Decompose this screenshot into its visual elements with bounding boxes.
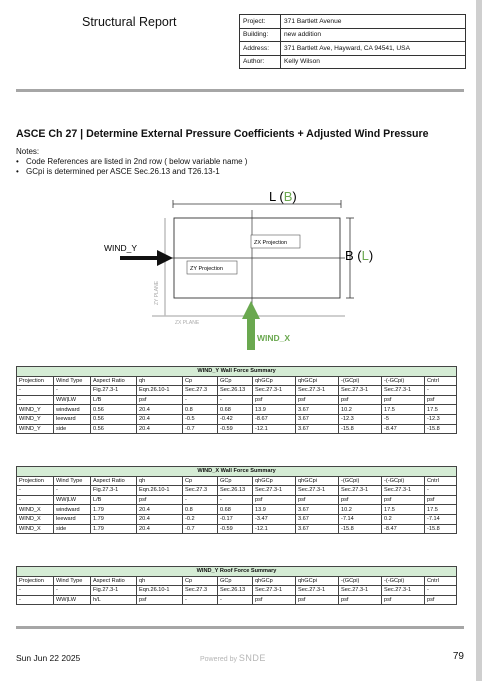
table-cell: -0.17: [218, 514, 253, 524]
table-header-cell: -(GCpi): [339, 576, 382, 586]
table-cell: -: [54, 586, 91, 596]
footer-divider: [16, 626, 464, 629]
table-cell: psf: [253, 495, 296, 505]
table-cell: WW|LW: [54, 495, 91, 505]
table-header-cell: Wind Type: [54, 376, 91, 386]
table-cell: Sec.27.3-1: [253, 386, 296, 396]
table-caption: WIND_Y Roof Force Summary: [17, 567, 457, 577]
building-value: new addition: [281, 28, 466, 42]
wind-x-arrow-head: [242, 301, 260, 319]
table-cell: psf: [137, 395, 183, 405]
table-cell: L/B: [91, 495, 137, 505]
author-row: [240, 55, 466, 69]
table-cell: -12.1: [253, 524, 296, 534]
table-cell: -12.3: [425, 414, 457, 424]
table-cell: -: [183, 395, 218, 405]
table-cell: -: [425, 386, 457, 396]
author-key: Author:: [240, 55, 281, 69]
table-cell: -: [54, 386, 91, 396]
l-dimension-label: L (B): [269, 189, 297, 204]
table-cell: -: [425, 486, 457, 496]
table-header-cell: qhGCpi: [296, 376, 339, 386]
table-header-cell: GCp: [218, 576, 253, 586]
table-caption-row: [17, 567, 457, 577]
table-cell: leeward: [54, 414, 91, 424]
table-cell: psf: [425, 495, 457, 505]
table-cell: -: [183, 495, 218, 505]
table-cell: side: [54, 524, 91, 534]
table-cell: -: [17, 395, 54, 405]
table-cell: 17.5: [382, 405, 425, 415]
table-cell: Sec.27.3-1: [296, 586, 339, 596]
table-header-cell: Aspect Ratio: [91, 576, 137, 586]
table-cell: leeward: [54, 514, 91, 524]
table-cell: psf: [425, 595, 457, 605]
table-cell: Sec.27.3-1: [339, 586, 382, 596]
table-cell: -0.59: [218, 524, 253, 534]
table-cell: 0.2: [382, 514, 425, 524]
table-cell: -0.5: [183, 414, 218, 424]
table-cell: 20.4: [137, 524, 183, 534]
table-cell: -: [218, 495, 253, 505]
table-header-cell: -(GCpi): [339, 376, 382, 386]
table-cell: psf: [296, 395, 339, 405]
table-caption: WIND_Y Wall Force Summary: [17, 367, 457, 377]
table-cell: -0.2: [183, 514, 218, 524]
table-cell: WIND_Y: [17, 424, 54, 434]
table-cell: Sec.27.3-1: [382, 486, 425, 496]
table-header-cell: qh: [137, 376, 183, 386]
powered-by-text: Powered by: [200, 656, 237, 663]
table-cell: -8.67: [253, 414, 296, 424]
table-cell: -: [425, 586, 457, 596]
table-cell: -8.47: [382, 524, 425, 534]
table-cell: -15.8: [339, 424, 382, 434]
table-cell: psf: [382, 395, 425, 405]
report-title: Structural Report: [82, 15, 177, 29]
table-row: [17, 505, 457, 515]
table-cell: -: [17, 586, 54, 596]
table-header-cell: Cp: [183, 476, 218, 486]
table-cell: WW|LW: [54, 595, 91, 605]
building-key: Building:: [240, 28, 281, 42]
table-cell: -12.1: [253, 424, 296, 434]
table-header-cell: -(-GCpi): [382, 376, 425, 386]
table-cell: -: [17, 486, 54, 496]
table-cell: Sec.27.3-1: [339, 386, 382, 396]
table-cell: WIND_X: [17, 505, 54, 515]
wind-y-wall-force-table: [16, 366, 457, 434]
table-row: [17, 486, 457, 496]
table-cell: Fig.27.3-1: [91, 586, 137, 596]
table-cell: h/L: [91, 595, 137, 605]
table-cell: Sec.27.3-1: [339, 486, 382, 496]
table-cell: 17.5: [425, 505, 457, 515]
table-header-cell: Wind Type: [54, 576, 91, 586]
table-header-row: [17, 576, 457, 586]
table-cell: -: [218, 395, 253, 405]
table-cell: -0.59: [218, 424, 253, 434]
notes-list: [16, 157, 247, 177]
table-cell: psf: [382, 595, 425, 605]
table-header-cell: qhGCp: [253, 576, 296, 586]
table-row: [17, 414, 457, 424]
table-cell: 17.5: [425, 405, 457, 415]
table-cell: psf: [253, 395, 296, 405]
wind-x-arrow-shaft: [247, 318, 255, 350]
wind-x-label: WIND_X: [257, 333, 291, 343]
table-row: [17, 405, 457, 415]
table-cell: Eqn.26.10-1: [137, 586, 183, 596]
table-row: [17, 514, 457, 524]
project-key: Project:: [240, 15, 281, 29]
table-cell: WIND_X: [17, 514, 54, 524]
table-header-cell: qhGCp: [253, 476, 296, 486]
page-number: 79: [452, 651, 464, 662]
notes-label: Notes:: [16, 147, 40, 156]
table-cell: -15.8: [425, 424, 457, 434]
table-cell: L/B: [91, 395, 137, 405]
table-cell: -15.8: [339, 524, 382, 534]
table-row: [17, 495, 457, 505]
table-cell: 20.4: [137, 405, 183, 415]
wind-y-label: WIND_Y: [104, 243, 138, 253]
table-cell: -5: [382, 414, 425, 424]
table-cell: -: [54, 486, 91, 496]
table-cell: psf: [253, 595, 296, 605]
wind-y-roof-force-table: [16, 566, 457, 605]
table-header-cell: Projection: [17, 576, 54, 586]
table-cell: 17.5: [382, 505, 425, 515]
table-cell: 13.9: [253, 405, 296, 415]
table-cell: 0.8: [183, 505, 218, 515]
zy-projection-label: ZY Projection: [190, 266, 223, 272]
author-value: Kelly Wilson: [281, 55, 466, 69]
table-cell: Fig.27.3-1: [91, 386, 137, 396]
powered-by: [200, 653, 266, 663]
table-cell: psf: [296, 595, 339, 605]
table-cell: -7.14: [339, 514, 382, 524]
b-dimension-label: B (L): [345, 248, 374, 263]
table-header-row: [17, 476, 457, 486]
table-cell: Eqn.26.10-1: [137, 386, 183, 396]
table-cell: 0.68: [218, 405, 253, 415]
section-title: ASCE Ch 27 | Determine External Pressure Coefficients + Adjusted Wind Pressure: [16, 128, 429, 140]
table-header-cell: qh: [137, 576, 183, 586]
table-row: [17, 395, 457, 405]
wind-direction-diagram: [0, 180, 482, 362]
table-cell: 0.68: [218, 505, 253, 515]
table-row: [17, 386, 457, 396]
table-cell: 10.2: [339, 405, 382, 415]
table-cell: 3.67: [296, 405, 339, 415]
table-caption-row: [17, 367, 457, 377]
viewer-scrollbar[interactable]: [476, 0, 482, 681]
table-cell: -0.42: [218, 414, 253, 424]
table-cell: psf: [339, 395, 382, 405]
table-cell: 0.56: [91, 414, 137, 424]
table-header-cell: Aspect Ratio: [91, 376, 137, 386]
table-cell: Sec.27.3: [183, 386, 218, 396]
table-cell: psf: [137, 495, 183, 505]
table-header-cell: qhGCp: [253, 376, 296, 386]
table-caption: WIND_X Wall Force Summary: [17, 467, 457, 477]
table-cell: Sec.27.3-1: [253, 486, 296, 496]
table-cell: Sec.27.3-1: [296, 386, 339, 396]
table-header-cell: qhGCpi: [296, 576, 339, 586]
table-cell: -0.7: [183, 524, 218, 534]
table-header-cell: Cntrl: [425, 476, 457, 486]
table-cell: psf: [382, 495, 425, 505]
table-cell: 0.56: [91, 405, 137, 415]
footer-date: Sun Jun 22 2025: [16, 653, 81, 663]
table-cell: 3.67: [296, 524, 339, 534]
project-value: 371 Bartlett Avenue: [281, 15, 466, 29]
table-cell: Sec.26.13: [218, 386, 253, 396]
table-cell: -12.3: [339, 414, 382, 424]
table-cell: Sec.26.13: [218, 586, 253, 596]
table-cell: -0.7: [183, 424, 218, 434]
table-cell: -: [183, 595, 218, 605]
table-header-cell: Projection: [17, 476, 54, 486]
table-cell: windward: [54, 505, 91, 515]
table-header-cell: -(-GCpi): [382, 576, 425, 586]
table-header-cell: Projection: [17, 376, 54, 386]
header-divider: [16, 89, 464, 92]
table-cell: Sec.27.3-1: [253, 586, 296, 596]
table-cell: WIND_Y: [17, 414, 54, 424]
table-cell: Sec.27.3: [183, 486, 218, 496]
table-cell: Sec.26.13: [218, 486, 253, 496]
table-header-cell: Cntrl: [425, 576, 457, 586]
wind-x-wall-force-table: [16, 466, 457, 534]
table-header-cell: -(-GCpi): [382, 476, 425, 486]
table-header-row: [17, 376, 457, 386]
zy-plane-label: ZY PLANE: [154, 280, 160, 305]
table-cell: 3.67: [296, 424, 339, 434]
zx-projection-label: ZX Projection: [254, 240, 288, 246]
table-cell: side: [54, 424, 91, 434]
table-row: [17, 424, 457, 434]
address-value: 371 Bartlett Ave, Hayward, CA 94541, USA: [281, 42, 466, 56]
project-row: [240, 15, 466, 29]
table-cell: 3.67: [296, 414, 339, 424]
table-header-cell: GCp: [218, 476, 253, 486]
table-cell: 3.67: [296, 505, 339, 515]
table-cell: -15.8: [425, 524, 457, 534]
table-cell: windward: [54, 405, 91, 415]
note-item: • GCpi is determined per ASCE Sec.26.13 and T26.13-1: [16, 167, 247, 177]
table-cell: Sec.27.3-1: [296, 486, 339, 496]
table-cell: 1.79: [91, 514, 137, 524]
table-cell: WIND_X: [17, 524, 54, 534]
table-header-cell: qhGCpi: [296, 476, 339, 486]
table-row: [17, 586, 457, 596]
table-header-cell: Aspect Ratio: [91, 476, 137, 486]
table-row: [17, 524, 457, 534]
table-header-cell: Cp: [183, 576, 218, 586]
table-cell: Fig.27.3-1: [91, 486, 137, 496]
table-cell: Sec.27.3-1: [382, 386, 425, 396]
table-cell: 20.4: [137, 514, 183, 524]
table-cell: -8.47: [382, 424, 425, 434]
table-cell: 1.79: [91, 505, 137, 515]
project-info-table: [239, 14, 466, 69]
table-cell: -3.47: [253, 514, 296, 524]
table-header-cell: GCp: [218, 376, 253, 386]
table-cell: WW|LW: [54, 395, 91, 405]
table-caption-row: [17, 467, 457, 477]
table-cell: 10.2: [339, 505, 382, 515]
table-cell: -7.14: [425, 514, 457, 524]
table-cell: 0.8: [183, 405, 218, 415]
table-cell: 3.67: [296, 514, 339, 524]
table-header-cell: Cntrl: [425, 376, 457, 386]
address-row: [240, 42, 466, 56]
table-cell: -: [17, 495, 54, 505]
zx-plane-label: ZX PLANE: [175, 320, 200, 326]
table-header-cell: -(GCpi): [339, 476, 382, 486]
building-row: [240, 28, 466, 42]
table-cell: 13.9: [253, 505, 296, 515]
address-key: Address:: [240, 42, 281, 56]
table-cell: 1.79: [91, 524, 137, 534]
table-cell: Sec.27.3: [183, 586, 218, 596]
table-cell: 0.56: [91, 424, 137, 434]
table-cell: 20.4: [137, 414, 183, 424]
table-cell: Sec.27.3-1: [382, 586, 425, 596]
table-cell: 20.4: [137, 424, 183, 434]
note-item: • Code References are listed in 2nd row ( below variable name ): [16, 157, 247, 167]
table-cell: Eqn.26.10-1: [137, 486, 183, 496]
table-row: [17, 595, 457, 605]
table-cell: psf: [339, 495, 382, 505]
table-cell: WIND_Y: [17, 405, 54, 415]
table-cell: 20.4: [137, 505, 183, 515]
table-cell: -: [17, 386, 54, 396]
table-cell: psf: [137, 595, 183, 605]
table-header-cell: Cp: [183, 376, 218, 386]
table-cell: psf: [425, 395, 457, 405]
table-cell: -: [17, 595, 54, 605]
table-cell: psf: [339, 595, 382, 605]
table-cell: psf: [296, 495, 339, 505]
brand-logo: SNDE: [238, 653, 266, 663]
table-header-cell: qh: [137, 476, 183, 486]
table-cell: -: [218, 595, 253, 605]
table-header-cell: Wind Type: [54, 476, 91, 486]
